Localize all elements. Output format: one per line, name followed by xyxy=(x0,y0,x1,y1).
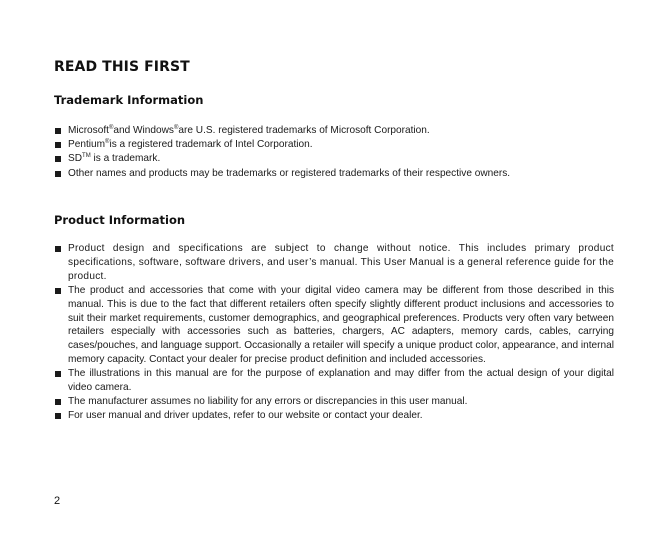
product-text: Product design and specifications are subject to change without notice. This includes primary product specifications, software, software drivers, and user’s manual. This User Manual is a general reference guide for the product. xyxy=(68,243,614,282)
list-item xyxy=(54,242,614,284)
registered-mark: ® xyxy=(173,125,179,131)
trademark-text: Microsoft xyxy=(68,125,109,136)
trademark-list xyxy=(54,124,614,181)
product-text: The illustrations in this manual are for the purpose of explanation and may differ from the actual design of your digital video camera. xyxy=(68,368,614,394)
square-bullet-icon xyxy=(55,413,61,419)
product-text: The product and accessories that come with your digital video camera may be different from those described in this manual. This is due to the fact that different retailers often specify slightly different product inclusions and accessories to suit their market requirements, customer demographics, and geographical preferences. Products very often vary between retailers especially with accessories such as batteries, chargers, AC adapters, memory cards, cables, carrying cases/pouches, and language support. Occasionally a retailer will specify a unique product color, appearance, and internal memory capacity. Contact your dealer for precise product definition and included accessories. xyxy=(68,284,614,366)
square-bullet-icon xyxy=(55,288,61,294)
square-bullet-icon xyxy=(55,246,61,252)
square-bullet-icon xyxy=(55,371,61,377)
square-bullet-icon xyxy=(55,399,61,405)
product-text: For user manual and driver updates, refer to our website or contact your dealer. xyxy=(68,409,423,421)
square-bullet-icon xyxy=(55,171,61,177)
trademark-mark: TM xyxy=(82,153,91,160)
product-list xyxy=(54,242,614,423)
list-item xyxy=(54,124,614,138)
trademark-text: is a trademark. xyxy=(90,153,161,165)
trademark-text: Pentium xyxy=(68,139,106,151)
list-item xyxy=(54,409,614,423)
product-section-heading: Product Information xyxy=(54,213,186,227)
trademark-text: are U.S. registered trademarks of Microsoft Corporation. xyxy=(178,125,430,136)
trademark-text: is a registered trademark of Intel Corporation. xyxy=(109,139,313,151)
product-text: The manufacturer assumes no liability for any errors or discrepancies in this user manual. xyxy=(68,395,468,407)
page-title: READ THIS FIRST xyxy=(54,59,190,75)
trademark-section-heading: Trademark Information xyxy=(54,93,204,107)
page-number: 2 xyxy=(54,495,61,507)
list-item xyxy=(54,167,614,181)
list-item xyxy=(54,284,614,367)
registered-mark: ® xyxy=(105,139,110,146)
trademark-text: Other names and products may be trademarks or registered trademarks of their respective owners. xyxy=(68,167,511,179)
square-bullet-icon xyxy=(55,142,61,148)
registered-mark: ® xyxy=(108,125,114,131)
list-item xyxy=(54,138,614,152)
trademark-text: SD xyxy=(68,153,83,165)
trademark-text: and Windows xyxy=(113,125,174,136)
square-bullet-icon xyxy=(55,156,61,162)
list-item xyxy=(54,367,614,395)
list-item xyxy=(54,152,614,166)
list-item xyxy=(54,395,614,409)
square-bullet-icon xyxy=(55,128,61,134)
